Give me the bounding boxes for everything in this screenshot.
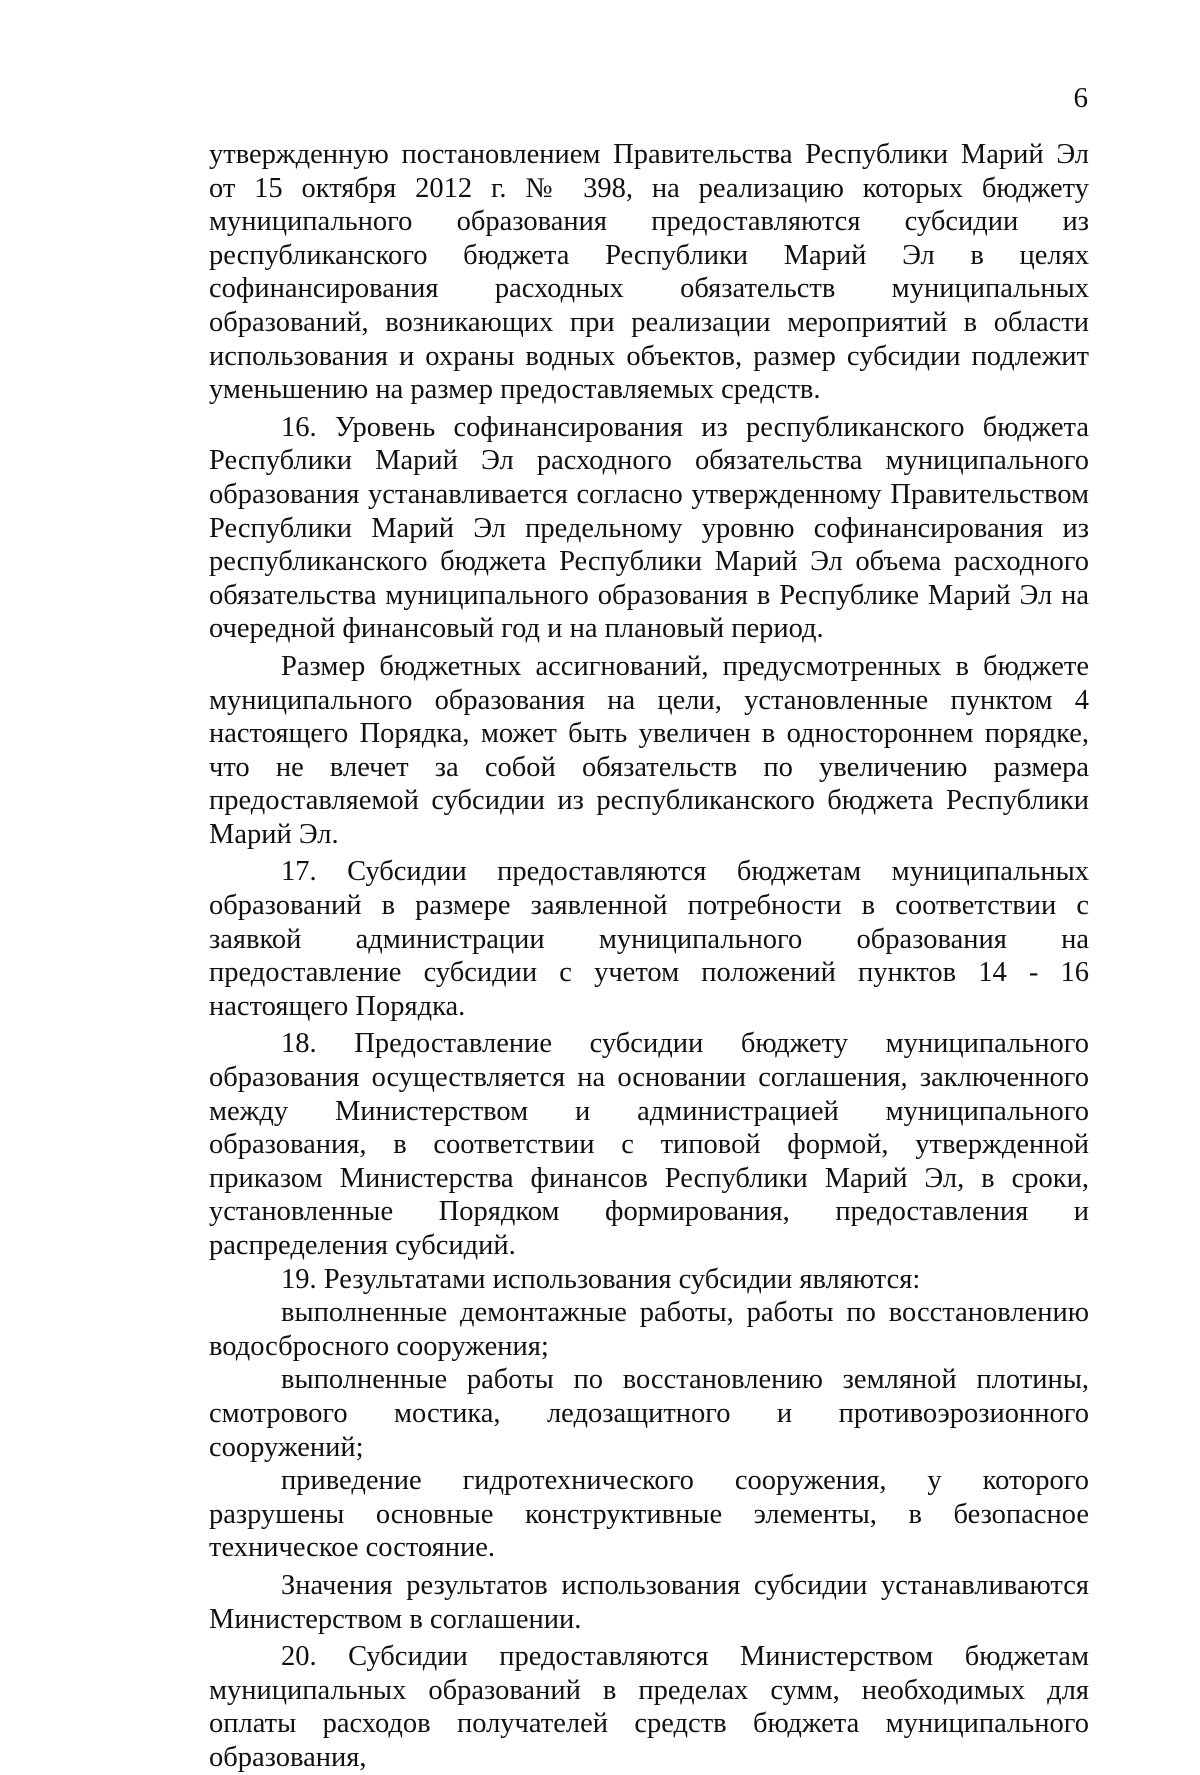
paragraph-result-3: приведение гидротехнического сооружения, у которого разрушены основные конструктивные элементы, в безопасное техническое состояние. xyxy=(209,1465,1089,1564)
paragraph-result-1: выполненные демонтажные работы, работы по восстановлению водосбросного сооружения; xyxy=(209,1297,1089,1362)
paragraph-continuation: утвержденную постановлением Правительства Республики Марий Эл от 15 октября 2012 г. № 398, на реализацию которых бюджету муниципального образования предоставляются субсидии из республиканского бюджета Республики Марий Эл в целях софинансирования расходных обязательств муниципальных образований, возникающих при реализации мероприятий в области использования и охраны водных объектов, размер субсидии подлежит уменьшению на размер предоставляемых средств. xyxy=(209,139,1089,406)
paragraph-item-17: 17. Субсидии предоставляются бюджетам муниципальных образований в размере заявленной потребности в соответствии с заявкой администрации муниципального образования на предоставление субсидии с учетом положений пунктов 14 - 16 настоящего Порядка. xyxy=(209,856,1089,1022)
paragraph-item-20: 20. Субсидии предоставляются Министерством бюджетам муниципальных образований в пределах сумм, необходимых для оплаты расходов получателей средств бюджета муниципального образования, xyxy=(209,1641,1089,1773)
paragraph-budget-allocations: Размер бюджетных ассигнований, предусмотренных в бюджете муниципального образования на цели, установленные пунктом 4 настоящего Порядка, может быть увеличен в одностороннем порядке, что не влечет за собой обязательств по увеличению размера предоставляемой субсидии из республиканского бюджета Республики Марий Эл. xyxy=(209,650,1089,850)
paragraph-item-18: 18. Предоставление субсидии бюджету муниципального образования осуществляется на основании соглашения, заключенного между Министерством и администрацией муниципального образования, в соответствии с типовой формой, утвержденной приказом Министерства финансов Республики Марий Эл, в сроки, установленные Порядком формирования, предоставления и распределения субсидий. xyxy=(209,1028,1089,1261)
paragraph-item-19: 19. Результатами использования субсидии являются: xyxy=(281,1263,921,1295)
page-number: 6 xyxy=(1073,82,1088,114)
document-body xyxy=(209,138,1089,1775)
paragraph-item-16: 16. Уровень софинансирования из республиканского бюджета Республики Марий Эл расходного обязательства муниципального образования устанавливается согласно утвержденному Правительством Республики Марий Эл предельному уровню софинансирования из республиканского бюджета Республики Марий Эл объема расходного обязательства муниципального образования в Республике Марий Эл на очередной финансовый год и на плановый период. xyxy=(209,411,1089,645)
paragraph-result-values: Значения результатов использования субсидии устанавливаются Министерством в соглашении. xyxy=(209,1569,1089,1635)
paragraph-result-2: выполненные работы по восстановлению земляной плотины, смотрового мостика, ледозащитного и противоэрозионного сооружений; xyxy=(209,1364,1089,1463)
